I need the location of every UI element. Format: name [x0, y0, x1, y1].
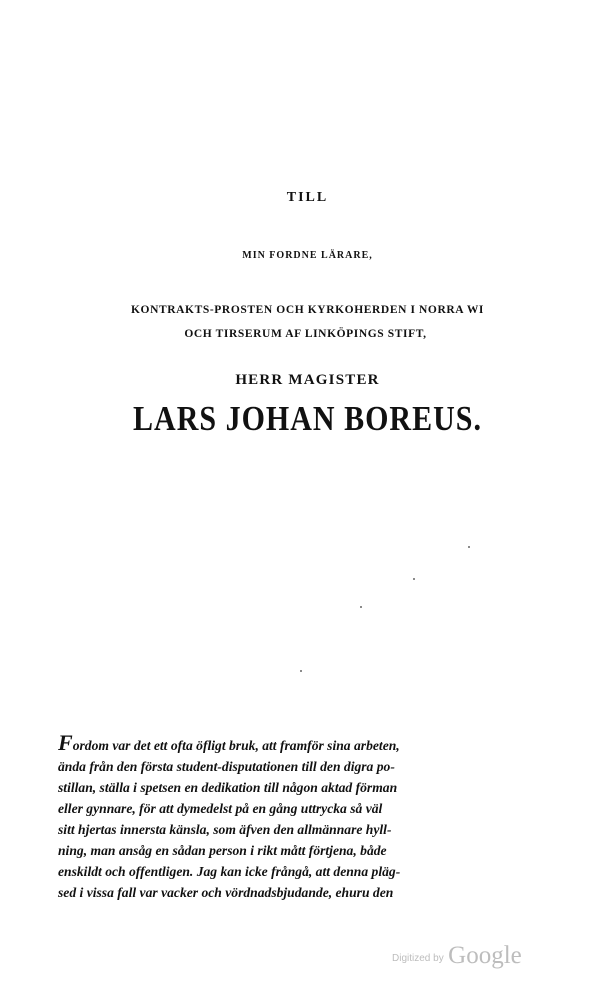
dedication-honorific: HERR MAGISTER — [235, 372, 380, 388]
dedication-till: TILL — [286, 190, 329, 205]
dedication-name: LARS JOHAN BOREUS. — [133, 400, 482, 438]
paragraph-line-2: ända från den första student-disputationen till den digra po- — [58, 759, 395, 774]
watermark-prefix: Digitized by — [392, 953, 444, 964]
speck — [300, 670, 302, 672]
dedication-title-line-2: OCH TIRSERUM AF LINKÖPINGS STIFT, — [184, 328, 427, 340]
paragraph-line-1 — [58, 732, 528, 756]
drop-cap: F — [58, 730, 73, 755]
preface-paragraph — [58, 732, 528, 903]
paragraph-line-6: ning, man ansåg en sådan person i rikt mått förtjena, både — [58, 843, 387, 858]
digitized-by-google-watermark — [392, 942, 522, 970]
speck — [360, 606, 362, 608]
dedication-title-line-1: KONTRAKTS-PROSTEN OCH KYRKOHERDEN I NORRA WI — [130, 304, 485, 316]
speck — [468, 546, 470, 548]
speck — [413, 578, 415, 580]
paragraph-line-1-text: ordom var det ett ofta öfligt bruk, att framför sina arbeten, — [72, 738, 400, 753]
paragraph-line-7: enskildt och offentligen. Jag kan icke frångå, att denna pläg- — [58, 864, 401, 879]
paragraph-line-5: sitt hjertas innersta känsla, som äfven den allmännare hyll- — [58, 822, 392, 837]
paragraph-line-8: sed i vissa fall var vacker och vördnadsbjudande, ehuru den — [58, 885, 394, 900]
paragraph-line-3: stillan, ställa i spetsen en dedikation till någon aktad förman — [58, 780, 398, 795]
paragraph-line-4: eller gynnare, för att dymedelst på en gång uttrycka så väl — [58, 801, 383, 816]
google-logo: Google — [448, 942, 522, 969]
dedication-teacher-line: MIN FORDNE LÄRARE, — [242, 250, 373, 261]
